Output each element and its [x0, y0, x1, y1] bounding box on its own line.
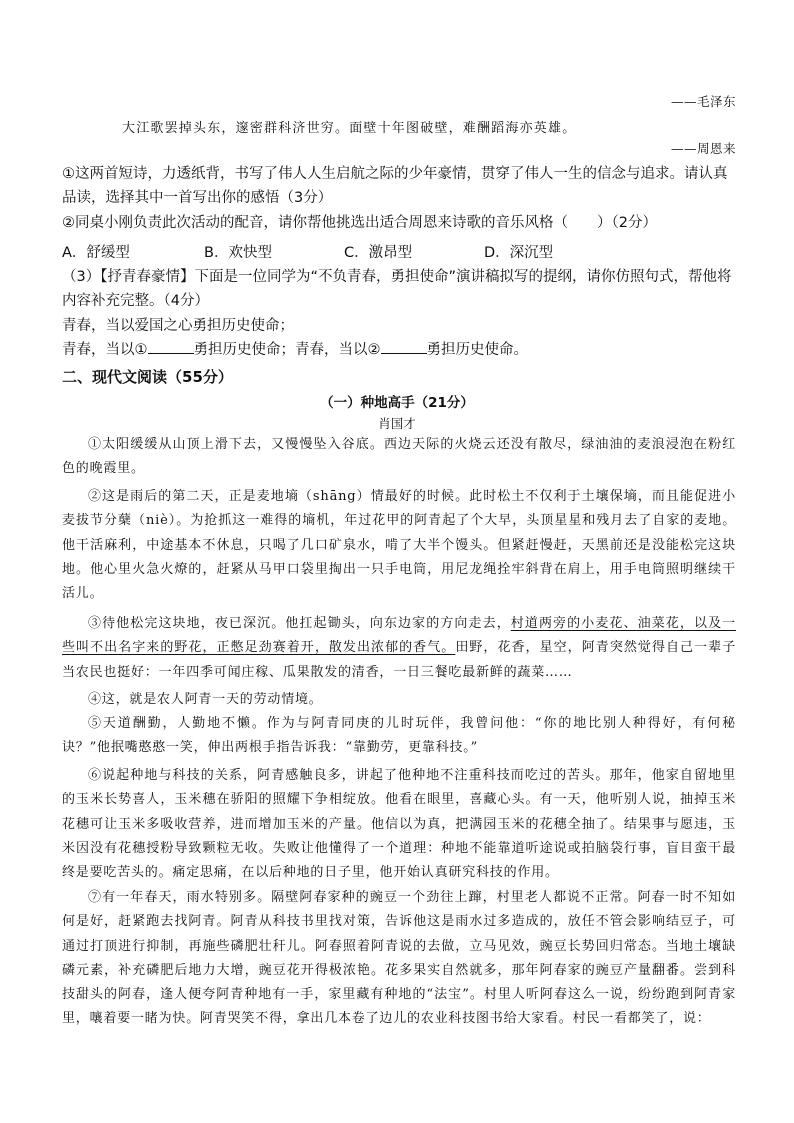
- option-c: C．激昂型: [344, 245, 413, 261]
- outline-line-2-part-a: 青春，当以①: [62, 342, 148, 358]
- fill-blank-1[interactable]: [148, 353, 194, 354]
- fill-blank-2[interactable]: [381, 353, 427, 354]
- section-title: 二、现代文阅读（55分）: [62, 368, 233, 386]
- question-2: ②同桌小刚负责此次活动的配音，请你帮他挑选出适合周恩来诗歌的音乐风格（ ）（2分）: [62, 215, 657, 231]
- option-d: D．深沉型: [484, 245, 554, 261]
- question-1: ①这两首短诗，力透纸背，书写了伟人人生启航之际的少年豪情，贯穿了伟人一生的信念与追求。请认真品读，选择其中一首写出你的感悟（3分）: [62, 166, 728, 206]
- outline-line-2: [62, 338, 736, 362]
- paragraph-3-underlined: 村道两旁的小麦花、油菜花，以及一些叫不出名字来的野花，正憋足劲赛着开，散发出浓郁的香气。: [62, 616, 736, 656]
- paragraph-1: ①太阳缓缓从山顶上滑下去，又慢慢坠入谷底。西边天际的火烧云还没有散尽，绿油油的麦浪浸泡在粉红色的晚霞里。: [62, 437, 736, 477]
- mao-attribution: ——毛泽东: [670, 94, 736, 109]
- option-a: A．舒缓型: [62, 245, 130, 261]
- zhou-poem-line: 大江歌罢掉头东，邃密群科济世穷。面壁十年图破壁，难酬蹈海亦英雄。: [122, 121, 577, 136]
- paragraph-4: ④这，就是农人阿青一天的劳动情境。: [88, 692, 323, 707]
- paragraph-6: ⑥说起种地与科技的关系，阿青感触良多，讲起了他种地不注重科技而吃过的苦头。那年，他家自留地里的玉米长势喜人，玉米穗在骄阳的照耀下争相绽放。他看在眼里，喜藏心头。有一天，他听别人说，抽掉玉米花穗可让玉米多吸收营养，进而增加玉米的产量。他信以为真，把满园玉米的花穗全抽了。结果事与愿违，玉米因没有花穗授粉导致颗粒无收。失败让他懂得了一个道理：种地不能靠道听途说或拍脑袋行事，盲目蛮干最终是要吃苦头的。痛定思痛，在以后种地的日子里，他开始认真研究科技的作用。: [62, 768, 736, 881]
- paragraph-3-part-b: 田野，花香，星空，阿青突然觉得自己一辈子当农民也挺好：一年四季可闻庄稼、瓜果散发的清香，一日三餐吃最新鲜的蔬菜……: [62, 640, 736, 680]
- paragraph-2: ②这是雨后的第二天，正是麦地墒（shāng）情最好的时候。此时松土不仅利于土壤保墒，而且能促进小麦拔节分蘖（niè）。为抢抓这一难得的墒机，年过花甲的阿青起了个大早，头顶星星和残月去了自家的麦地。他干活麻利，中途基本不休息，只喝了几口矿泉水，啃了大半个馒头。但紧赶慢赶，天黑前还是没能松完这块地。他心里火急火燎的，赶紧从马甲口袋里掏出一只手电筒，用尼龙绳拴牢斜背在肩上，用手电筒照明继续干活儿。: [62, 489, 736, 602]
- paragraph-3-part-a: ③待他松完这块地，夜已深沉。他扛起锄头，向东边家的方向走去，: [88, 616, 511, 631]
- option-b: B．欢快型: [204, 245, 272, 261]
- zhou-attribution: ——周恩来: [670, 141, 736, 156]
- question-3: （3）【抒青春豪情】下面是一位同学为“不负青春，勇担使命”演讲稿拟写的提纲，请你仿照句式，帮他将内容补充完整。（4分）: [62, 269, 732, 309]
- paragraph-3: [62, 612, 736, 685]
- paragraph-7: ⑦有一年春天，雨水特别多。隔壁阿春家种的豌豆一个劲往上蹿，村里老人都说不正常。阿春一时不知如何是好，赶紧跑去找阿青。阿青从科技书里找对策，告诉他这是雨水过多造成的，放任不管会影响结豆子，可通过打顶进行抑制，再施些磷肥壮秆儿。阿春照着阿青说的去做，立马见效，豌豆长势回归常态。当地土壤缺磷元素，补充磷肥后地力大增，豌豆花开得极浓艳。花多果实自然就多，那年阿春家的豌豆产量翻番。尝到科技甜头的阿春，逢人便夸阿青种地有一手，家里藏有种地的“法宝”。村里人听阿春这么一说，纷纷跑到阿青家里，嚷着要一睹为快。阿青哭笑不得，拿出几本卷了边儿的农业科技图书给大家看。村民一看都笑了，说：: [62, 890, 736, 1027]
- outline-line-1: 青春，当以爱国之心勇担历史使命；: [62, 318, 294, 334]
- outline-line-2-part-b: 勇担历史使命；青春，当以②: [193, 342, 381, 358]
- article-author: 肖国才: [378, 416, 416, 431]
- outline-line-2-part-c: 勇担历史使命。: [426, 342, 528, 358]
- paragraph-5: ⑤天道酬勤，人勤地不懒。作为与阿青同庚的儿时玩伴，我曾问他：“你的地比别人种得好，有何秘诀？”他抿嘴憨憨一笑，伸出两根手指告诉我：“靠勤劳，更靠科技。”: [62, 716, 736, 756]
- article-title: （一）种地高手（21分）: [320, 395, 474, 411]
